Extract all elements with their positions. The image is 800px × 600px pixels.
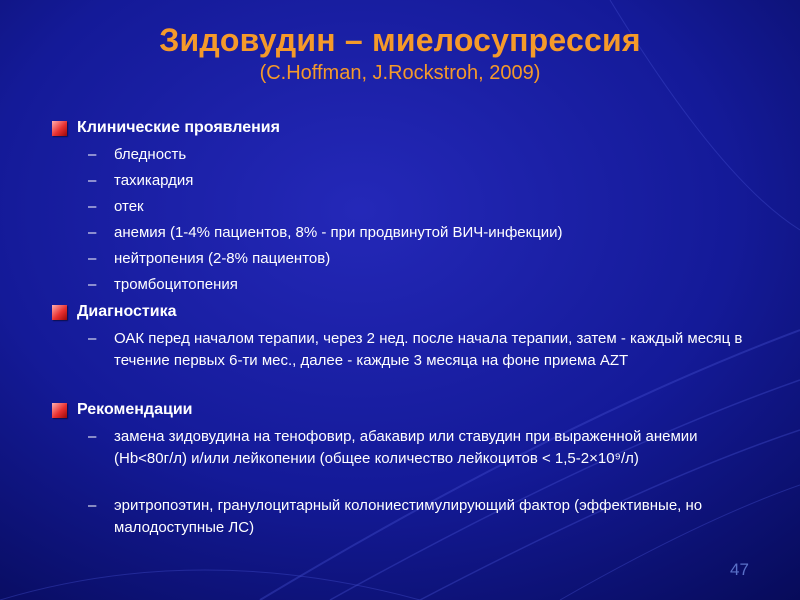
section-recommendations — [52, 401, 193, 419]
dash-bullet: – — [88, 497, 97, 514]
dash-bullet: – — [88, 428, 97, 445]
list-item-text: отек — [114, 198, 144, 215]
square-bullet-icon — [52, 403, 67, 418]
list-item-text: анемия (1-4% пациентов, 8% - при продвинутой ВИЧ-инфекции) — [114, 224, 563, 241]
list-item-text: тромбоцитопения — [114, 276, 238, 293]
list-item — [88, 248, 748, 270]
list-item-text: бледность — [114, 146, 187, 163]
slide-subtitle: (C.Hoffman, J.Rockstroh, 2009) — [259, 62, 541, 84]
square-bullet-icon — [52, 121, 67, 136]
page-number: 47 — [730, 560, 749, 579]
list-item — [88, 274, 748, 296]
list-item — [88, 196, 748, 218]
list-item-text: замена зидовудина на тенофовир, абакавир или ставудин при выраженной анемии (Hb<80г/л) и/или лейкопении (общее количество лейкоцитов < 1,5-2×10⁹/л) — [114, 428, 698, 467]
list-item-text: нейтропения (2-8% пациентов) — [114, 250, 331, 267]
list-item — [88, 426, 748, 470]
slide-title: Зидовудин – миелосупрессия — [159, 22, 641, 58]
dash-bullet: – — [88, 250, 97, 267]
list-item — [88, 222, 748, 244]
list-item — [88, 328, 748, 372]
dash-bullet: – — [88, 224, 97, 241]
list-item-text: тахикардия — [114, 172, 194, 189]
list-item — [88, 144, 748, 166]
square-bullet-icon — [52, 305, 67, 320]
section-heading: Клинические проявления — [77, 119, 280, 136]
list-item — [88, 495, 748, 539]
dash-bullet: – — [88, 198, 97, 215]
dash-bullet: – — [88, 146, 97, 163]
dash-bullet: – — [88, 172, 97, 189]
section-clinical — [52, 119, 280, 137]
list-item — [88, 170, 748, 192]
dash-bullet: – — [88, 276, 97, 293]
list-item-text: эритропоэтин, гранулоцитарный колониестимулирующий фактор (эффективные, но малодоступные ЛС) — [114, 497, 703, 536]
dash-bullet: – — [88, 330, 97, 347]
section-diagnostics — [52, 303, 177, 321]
section-heading: Диагностика — [77, 303, 177, 320]
section-heading: Рекомендации — [77, 401, 193, 418]
list-item-text: ОАК перед началом терапии, через 2 нед. после начала терапии, затем - каждый месяц в течение первых 6-ти мес., далее - каждые 3 месяца на фоне приема AZT — [114, 330, 743, 369]
